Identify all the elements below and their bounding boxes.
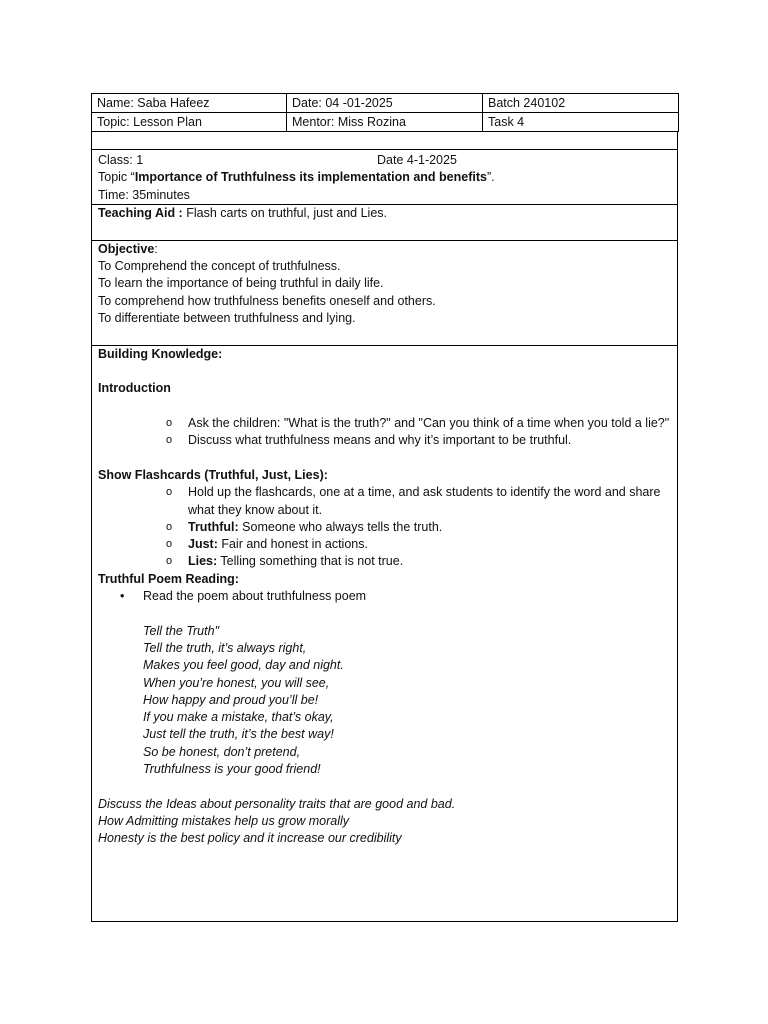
flashcard-term: Lies: — [188, 554, 218, 569]
header-row — [92, 113, 679, 132]
topic-prefix: Topic “ — [98, 170, 135, 185]
poem-list — [98, 588, 671, 605]
poem-line: Just tell the truth, it’s the best way! — [143, 727, 334, 742]
flashcards-list — [98, 484, 671, 570]
time-line: Time: 35minutes — [98, 187, 190, 202]
intro-list — [98, 415, 671, 450]
circle-bullet-icon: o — [166, 486, 173, 499]
poem-instruction: Read the poem about truthfulness poem — [143, 589, 367, 604]
circle-bullet-icon: o — [166, 434, 173, 447]
teaching-aid-label: Teaching Aid : — [98, 205, 183, 220]
poem-line: Truthfulness is your good friend! — [143, 762, 321, 777]
building-knowledge-section — [91, 346, 678, 922]
intro-item-text: Ask the children: "What is the truth?" and "Can you think of a time when you told a lie?" — [188, 416, 670, 431]
circle-bullet-icon: o — [166, 538, 173, 551]
circle-bullet-icon: o — [166, 417, 173, 430]
class-date-line — [98, 152, 671, 169]
date-cell: Date: 04 -01-2025 — [287, 94, 483, 113]
class-info-section — [91, 150, 678, 205]
intro-item-text: Discuss what truthfulness means and why it’s important to be truthful. — [188, 433, 572, 448]
objective-heading — [98, 241, 671, 258]
class-label: Class: 1 — [98, 153, 144, 167]
flashcard-term: Just: — [188, 537, 218, 552]
flashcards-heading: Show Flashcards (Truthful, Just, Lies): — [98, 467, 328, 482]
topic-cell: Topic: Lesson Plan — [92, 113, 287, 132]
list-item — [98, 484, 671, 519]
task-cell: Task 4 — [483, 113, 679, 132]
teaching-aid-section — [91, 205, 678, 241]
list-item — [98, 415, 671, 432]
flashcard-instruction: Hold up the flashcards, one at a time, and ask students to identify the word and share what they know about it. — [188, 485, 661, 517]
topic-line — [98, 169, 671, 186]
list-item — [98, 519, 671, 536]
objective-section — [91, 241, 678, 346]
objective-colon: : — [154, 241, 158, 256]
list-item — [98, 553, 671, 570]
poem-block — [98, 623, 671, 779]
poem-line: When you’re honest, you will see, — [143, 675, 330, 690]
discussion-line: Honesty is the best policy and it increase our credibility — [98, 831, 402, 846]
building-heading: Building Knowledge: — [98, 346, 223, 361]
poem-line: So be honest, don’t pretend, — [143, 744, 301, 759]
objective-item: To learn the importance of being truthful in daily life. — [98, 276, 384, 291]
intro-heading: Introduction — [98, 381, 171, 396]
flashcard-definition: Telling something that is not true. — [217, 554, 404, 569]
poem-line: How happy and proud you’ll be! — [143, 692, 319, 707]
flashcard-definition: Fair and honest in actions. — [217, 537, 368, 552]
lesson-plan-page — [91, 93, 678, 922]
discussion-line: Discuss the Ideas about personality traits that are good and bad. — [98, 796, 456, 811]
poem-heading: Truthful Poem Reading: — [98, 571, 239, 586]
poem-line: Tell the truth, it’s always right, — [143, 640, 307, 655]
discussion-block — [98, 796, 671, 848]
poem-line: Tell the Truth" — [143, 623, 220, 638]
flashcard-term: Truthful: — [188, 519, 239, 534]
discussion-line: How Admitting mistakes help us grow morally — [98, 813, 350, 828]
topic-suffix: ”. — [486, 170, 495, 185]
flashcard-definition: Someone who always tells the truth. — [238, 519, 443, 534]
topic-title: Importance of Truthfulness its implementation and benefits — [134, 170, 487, 185]
circle-bullet-icon: o — [166, 520, 173, 533]
list-item — [98, 588, 671, 605]
objective-item: To differentiate between truthfulness and lying. — [98, 311, 356, 326]
lesson-date: Date 4-1-2025 — [377, 153, 457, 167]
circle-bullet-icon: o — [166, 555, 173, 568]
teaching-aid-text: Flash carts on truthful, just and Lies. — [182, 205, 388, 220]
poem-line: If you make a mistake, that’s okay, — [143, 710, 334, 725]
list-item — [98, 432, 671, 449]
name-cell: Name: Saba Hafeez — [92, 94, 287, 113]
objective-label: Objective — [98, 241, 155, 256]
list-item — [98, 536, 671, 553]
objective-item: To Comprehend the concept of truthfulness. — [98, 259, 341, 274]
mentor-cell: Mentor: Miss Rozina — [287, 113, 483, 132]
empty-row — [91, 132, 678, 150]
objective-item: To comprehend how truthfulness benefits oneself and others. — [98, 293, 436, 308]
header-row — [92, 94, 679, 113]
bullet-icon: • — [120, 589, 125, 604]
batch-cell: Batch 240102 — [483, 94, 679, 113]
poem-line: Makes you feel good, day and night. — [143, 658, 344, 673]
header-table — [91, 93, 679, 132]
